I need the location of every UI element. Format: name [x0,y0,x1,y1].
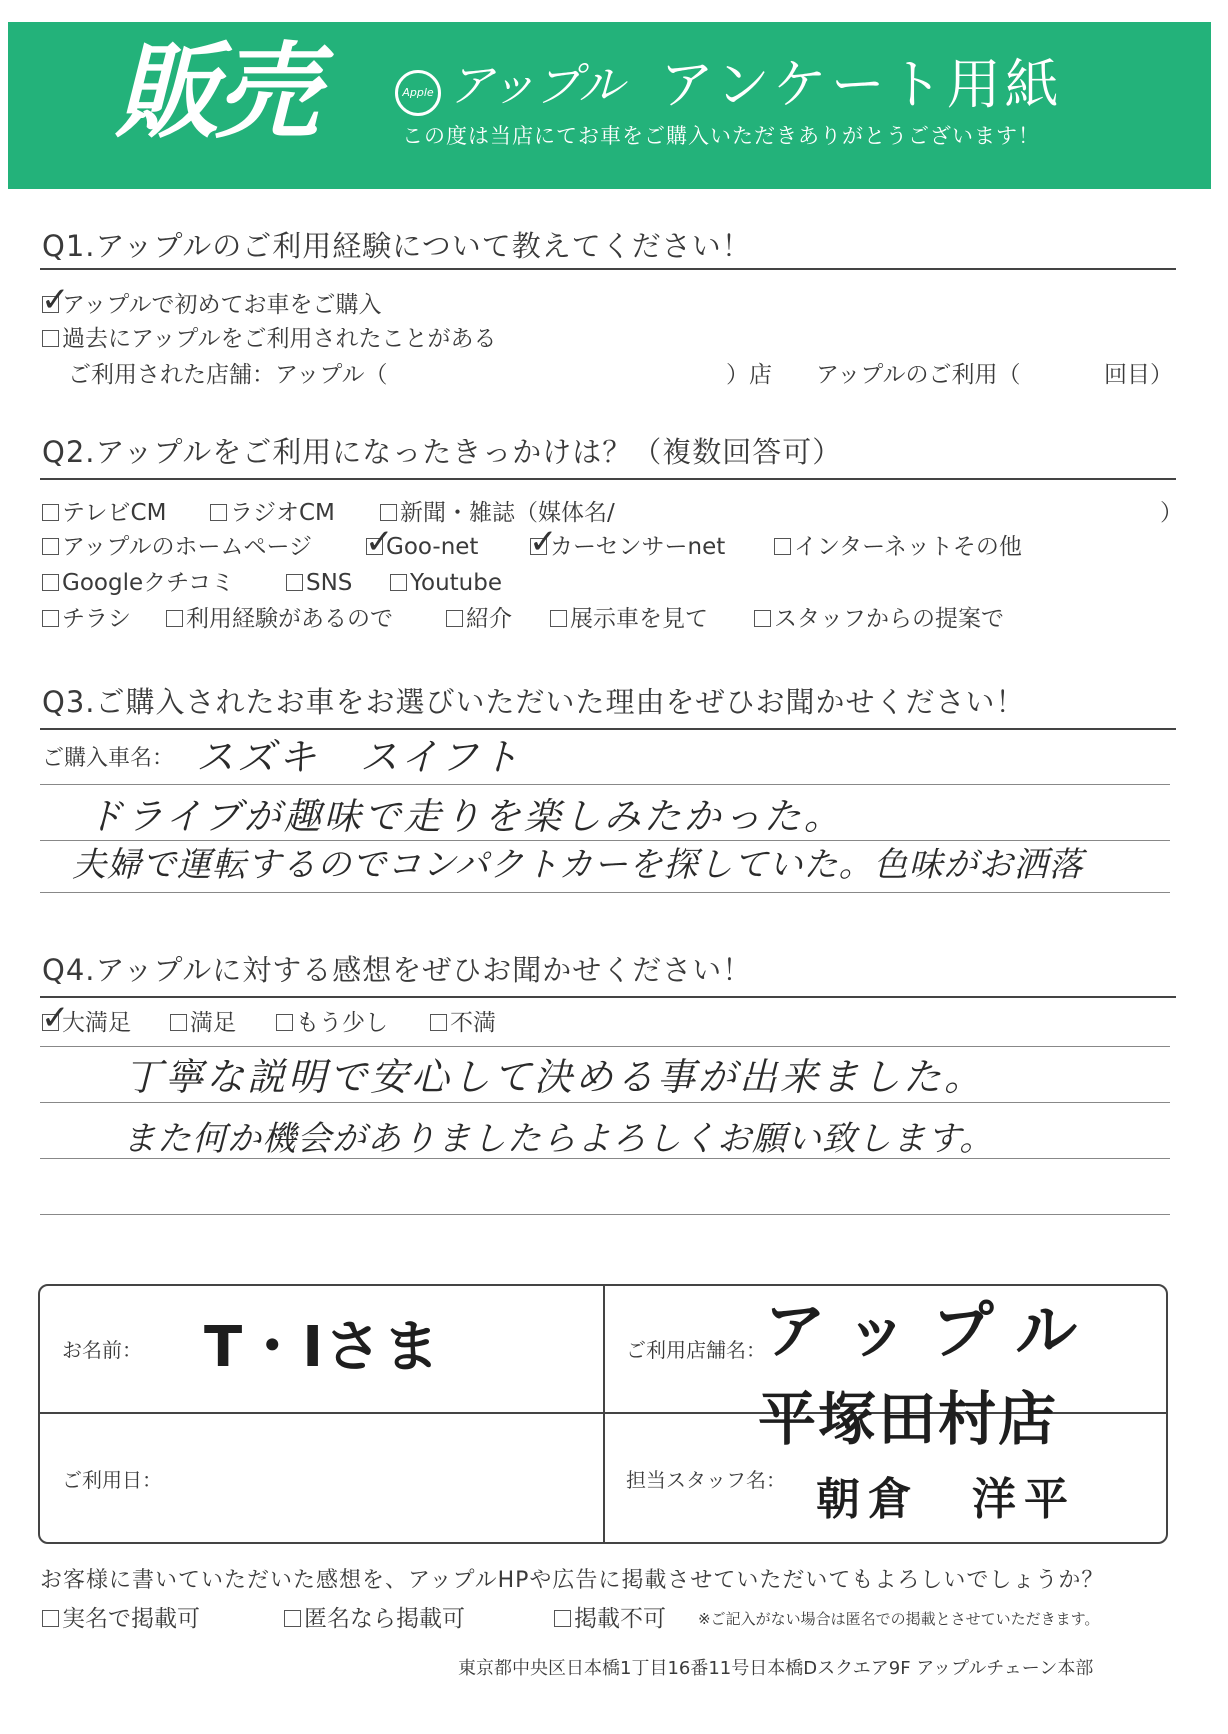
checkbox[interactable] [170,1014,187,1031]
q2-option-radio-cm[interactable]: ラジオCM [210,502,335,525]
q2-option-sns[interactable]: SNS [286,572,352,595]
q4-rule [40,1046,1170,1047]
name-label: お名前： [62,1338,142,1362]
q2-option-youtube[interactable]: Youtube [390,572,502,595]
brand-name: アップル [448,58,623,112]
q3-heading: Q3.ご購入されたお車をお選びいただいた理由をぜひお聞かせください！ [42,685,1026,719]
q2-option-newspaper[interactable]: 新聞・雑誌（媒体名/ [380,502,615,525]
q4-heading: Q4.アップルに対する感想をぜひお聞かせください！ [42,953,753,987]
staff-name: 朝倉 洋平 [816,1474,1076,1525]
checkbox[interactable] [550,610,567,627]
q3-rule [40,892,1170,893]
checkbox[interactable] [42,504,59,521]
q2-divider [40,478,1176,480]
q4-rule [40,1158,1170,1159]
q3-answer-line-1: ドライブが趣味で走りを楽しみたかった。 [86,795,844,838]
q2-newspaper-close: ） [1160,500,1183,526]
q4-rule [40,1214,1170,1215]
q2-option-flyer[interactable]: チラシ [42,608,131,631]
consent-note: ※ご記入がない場合は匿名での掲載とさせていただきます。 [698,1610,1100,1628]
q1-usage-suffix: 回目） [1104,362,1173,388]
checkbox[interactable] [754,610,771,627]
q2-option-showroom[interactable]: 展示車を見て [550,608,708,631]
info-box-vertical-divider [603,1285,605,1543]
q1-option-returning[interactable]: 過去にアップルをご利用されたことがある [42,328,496,351]
q2-option-staff-suggestion[interactable]: スタッフからの提案で [754,608,1004,631]
checkbox[interactable] [166,610,183,627]
store-name-line-2: 平塚田村店 [758,1385,1059,1453]
checkbox[interactable] [365,522,394,562]
checkbox[interactable] [276,1014,293,1031]
checkbox[interactable] [390,574,407,591]
checkbox[interactable] [42,610,59,627]
q2-option-homepage[interactable]: アップルのホームページ [42,536,312,559]
checkbox[interactable] [430,1014,447,1031]
q2-option-experience[interactable]: 利用経験があるので [166,608,393,631]
store-name-line-1: アップル [764,1294,1102,1367]
q2-option-google-reviews[interactable]: Googleクチコミ [42,572,234,595]
header-subtitle: この度は当店にてお車をご購入いただきありがとうございます！ [402,124,1040,148]
checkbox[interactable] [446,610,463,627]
q2-option-internet-other[interactable]: インターネットその他 [774,536,1022,559]
q3-car-name: スズキ スイフト [196,735,523,779]
consent-option-anonymous[interactable]: 匿名なら掲載可 [284,1608,465,1631]
check-mark-icon: ✓ [529,522,558,562]
logo-text: Apple [402,86,434,99]
checkbox[interactable] [41,998,70,1038]
q2-option-tv-cm[interactable]: テレビCM [42,502,166,525]
q3-rule [40,784,1170,785]
q4-option-very-satisfied[interactable]: ✓ 大満足 [41,998,131,1038]
checkbox[interactable] [42,1610,59,1627]
q2-option-carsensor[interactable]: ✓ カーセンサーnet [529,522,726,562]
date-label: ご利用日： [62,1468,162,1492]
checkbox[interactable] [286,574,303,591]
q2-heading: Q2.アップルをご利用になったきっかけは？（複数回答可） [42,435,843,469]
checkbox[interactable] [42,330,59,347]
consent-option-decline[interactable]: 掲載不可 [554,1608,666,1631]
checkbox[interactable] [284,1610,301,1627]
checkbox[interactable] [774,538,791,555]
checkbox[interactable] [529,522,558,562]
apple-logo [395,70,441,116]
check-mark-icon: ✓ [41,280,70,320]
q1-divider [40,268,1176,270]
q2-option-referral[interactable]: 紹介 [446,608,512,631]
consent-question: お客様に書いていただいた感想を、アップルHPや広告に掲載させていただいてもよろしいでしょうか？ [40,1568,1105,1593]
q3-answer-line-2: 夫婦で運転するのでコンパクトカーを探していた。色味がお洒落 [72,845,1084,885]
q4-divider [40,996,1176,998]
staff-label: 担当スタッフ名： [626,1468,786,1492]
q4-answer-line-2: また何か機会がありましたらよろしくお願い致します。 [122,1119,995,1159]
form-title: アンケート用紙 [660,53,1063,116]
store-label: ご利用店舗名： [626,1338,766,1362]
q4-option-so-so[interactable]: もう少し [276,1012,388,1035]
q3-car-label: ご購入車名： [42,746,175,771]
checkbox[interactable] [42,574,59,591]
checkbox[interactable] [210,504,227,521]
q1-store-label: ご利用された店舗：アップル（ [68,362,388,388]
checkbox[interactable] [42,538,59,555]
checkbox[interactable] [380,504,397,521]
q2-option-goo-net[interactable]: ✓ Goo-net [365,522,479,562]
q4-option-dissatisfied[interactable]: 不満 [430,1012,496,1035]
q4-option-satisfied[interactable]: 満足 [170,1012,236,1035]
q3-divider [40,728,1176,730]
q1-store-suffix: ）店 [726,362,772,388]
consent-option-real-name[interactable]: 実名で掲載可 [42,1608,200,1631]
q1-option-first-time[interactable]: ✓ アップルで初めてお車をご購入 [41,280,382,320]
check-mark-icon: ✓ [365,522,394,562]
checkbox[interactable] [41,280,70,320]
q1-heading: Q1.アップルのご利用経験について教えてください！ [42,229,752,263]
q1-usage-label: アップルのご利用（ [816,362,1021,388]
customer-name: T・Iさま [204,1315,442,1380]
checkbox[interactable] [554,1610,571,1627]
q3-rule [40,840,1170,841]
footer-address: 東京都中央区日本橋1丁目16番11号日本橋Dスクエア9F アップルチェーン本部 [458,1658,1094,1679]
category-title: 販売 [115,31,316,153]
q4-rule [40,1102,1170,1103]
q4-answer-line-1: 丁寧な説明で安心して決める事が出来ました。 [124,1055,986,1099]
check-mark-icon: ✓ [41,998,70,1038]
